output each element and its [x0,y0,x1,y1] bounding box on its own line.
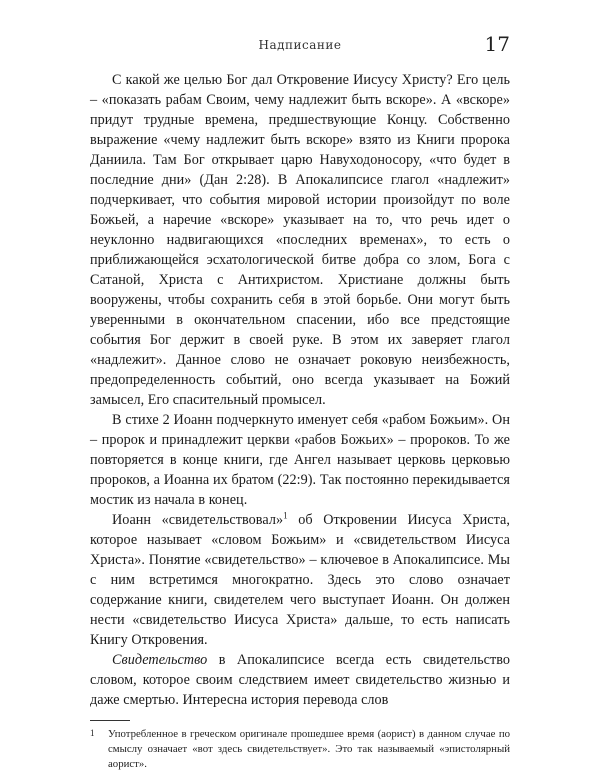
footnote-text: Употребленное в греческом оригинале прошедшее время (аорист) в данном случае по смыслу означает «вот здесь свидетельствует». Это так называемый «эпистолярный аорист». [108,728,510,770]
book-page [90,28,510,770]
paragraph: С какой же целью Бог дал Откровение Иисусу Христу? Его цель – «показать рабам Своим, чему надлежит быть вскоре». А «вскоре» придут трудные времена, предшествующие Концу. Собственно выражение «чему надлежит быть вскоре» взято из Книги пророка Даниила. Там Бог открывает царю Навуходоносору, «что будет в последние дни» (Дан 2:28). В Апокалипсисе глагол «надлежит» подчеркивает, что события мировой истории произойдут по воле Божьей, а наречие «вскоре» указывает на то, что речь идет о неуклонно надвигающихся «последних временах», то есть о приближающейся эсхатологической битве добра со злом, Бога с Сатаной, Христа с Антихристом. Христиане должны быть вооружены, чтобы сохранить себя в этой борьбе. Они могут быть уверенными в окончательном спасении, ибо все предстоящие события Бог держит в своей руке. В этом их заверяет глагол «надлежит». Данное слово не означает роковую неизбежность, предопределенность событий, оно всегда указывает на Божий замысел, Его спасительный промысел. [90,72,510,408]
running-title: Надписание [258,38,342,52]
body-text [90,70,510,710]
italic-term: Свидетельство [112,652,208,668]
running-header [90,28,510,58]
paragraph: В стихе 2 Иоанн подчеркнуто именует себя «рабом Божьим». Он – пророк и принадлежит церкви «рабов Божьих» – пророков. То же повторяется в конце книги, где Ангел называет церковь церковью пророков, а Иоанна их братом (22:9). Так постоянно перекидывается мостик из начала в конец. [90,412,510,508]
footnote-divider [90,720,130,721]
paragraph-text: в Апокалипсисе всегда есть свидетельство словом, которое своим следствием имеет свидетельство жизнью и даже смертью. Интересна история перевода слов [90,652,510,708]
footnote-marker: 1 [90,728,95,738]
footnote-reference: 1 [283,510,288,521]
page-number: 17 [484,32,510,56]
paragraph [90,510,510,650]
paragraph-text: Иоанн «свидетельствовал» [112,512,284,528]
paragraph [90,650,510,710]
paragraph-text: об Откровении Иисуса Христа, которое называет «словом Божьим» и «свидетельством Иисуса Христа». Понятие «свидетельство» – ключевое в Апокалипсисе. Мы с ним встретимся многократно. Здесь это слово означает содержание книги, свидетелем чего выступает Иоанн. Он должен нести «свидетельство Иисуса Христа» дальше, то есть написать Книгу Откровения. [90,512,510,648]
